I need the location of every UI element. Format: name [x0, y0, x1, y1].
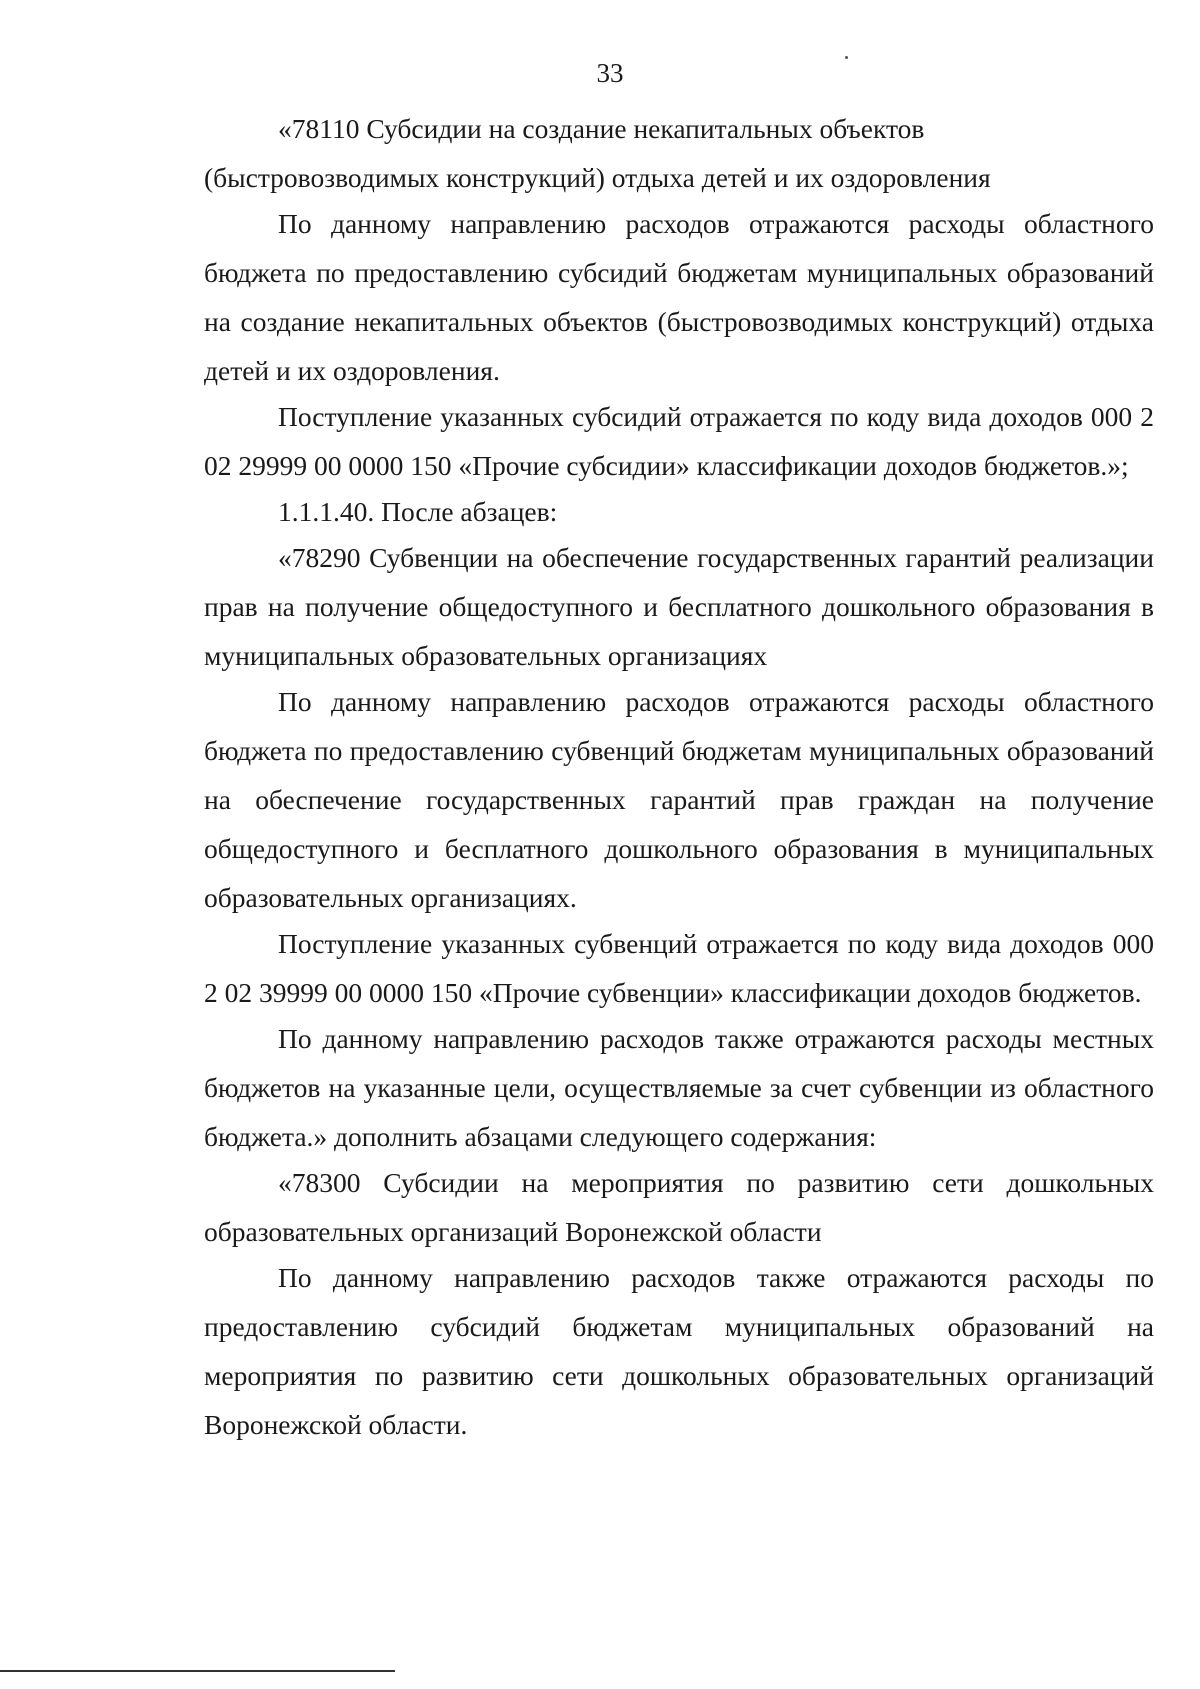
document-body	[204, 104, 1154, 1449]
paragraph-78290-local-budgets: По данному направлению расходов также отражаются расходы местных бюджетов на указанные цели, осуществляемые за счет субвенции из областного бюджета.» дополнить абзацами следующего содержания:	[204, 1023, 1154, 1152]
paragraph-78290-description: По данному направлению расходов отражаются расходы областного бюджета по предоставлению субвенций бюджетам муниципальных образований на обеспечение государственных гарантий прав граждан на получение общедоступного и бесплатного дошкольного образования в муниципальных образовательных организациях.	[204, 686, 1154, 913]
paragraph-78290-heading: «78290 Субвенции на обеспечение государственных гарантий реализации прав на получение общедоступного и бесплатного дошкольного образования в муниципальных образовательных организациях	[204, 542, 1154, 671]
scan-speck	[845, 56, 848, 59]
paragraph-78290-income: Поступление указанных субвенций отражается по коду вида доходов 000 2 02 39999 00 0000 150 «Прочие субвенции» классификации доходов бюджетов.	[204, 928, 1154, 1008]
paragraph-section-1-1-1-40: 1.1.1.40. После абзацев:	[278, 496, 558, 527]
paragraph-78110-heading-line2: (быстровозводимых конструкций) отдыха детей и их оздоровления	[204, 162, 991, 193]
footer-rule	[0, 1670, 395, 1672]
paragraph-78300-heading: «78300 Субсидии на мероприятия по развитию сети дошкольных образовательных организаций Воронежской области	[204, 1167, 1154, 1247]
paragraph-78110-heading-line1: «78110 Субсидии на создание некапитальных объектов	[278, 113, 925, 144]
paragraph-78110-description: По данному направлению расходов отражаются расходы областного бюджета по предоставлению субсидий бюджетам муниципальных образований на создание некапитальных объектов (быстровозводимых конструкций) отдыха детей и их оздоровления.	[204, 208, 1154, 386]
paragraph-78300-description: По данному направлению расходов также отражаются расходы по предоставлению субсидий бюджетам муниципальных образований на мероприятия по развитию сети дошкольных образовательных организаций Воронежской области.	[204, 1262, 1154, 1440]
paragraph-78110-income: Поступление указанных субсидий отражается по коду вида доходов 000 2 02 29999 00 0000 150 «Прочие субсидии» классификации доходов бюджетов.»;	[204, 401, 1154, 481]
page-number: 33	[596, 58, 624, 88]
